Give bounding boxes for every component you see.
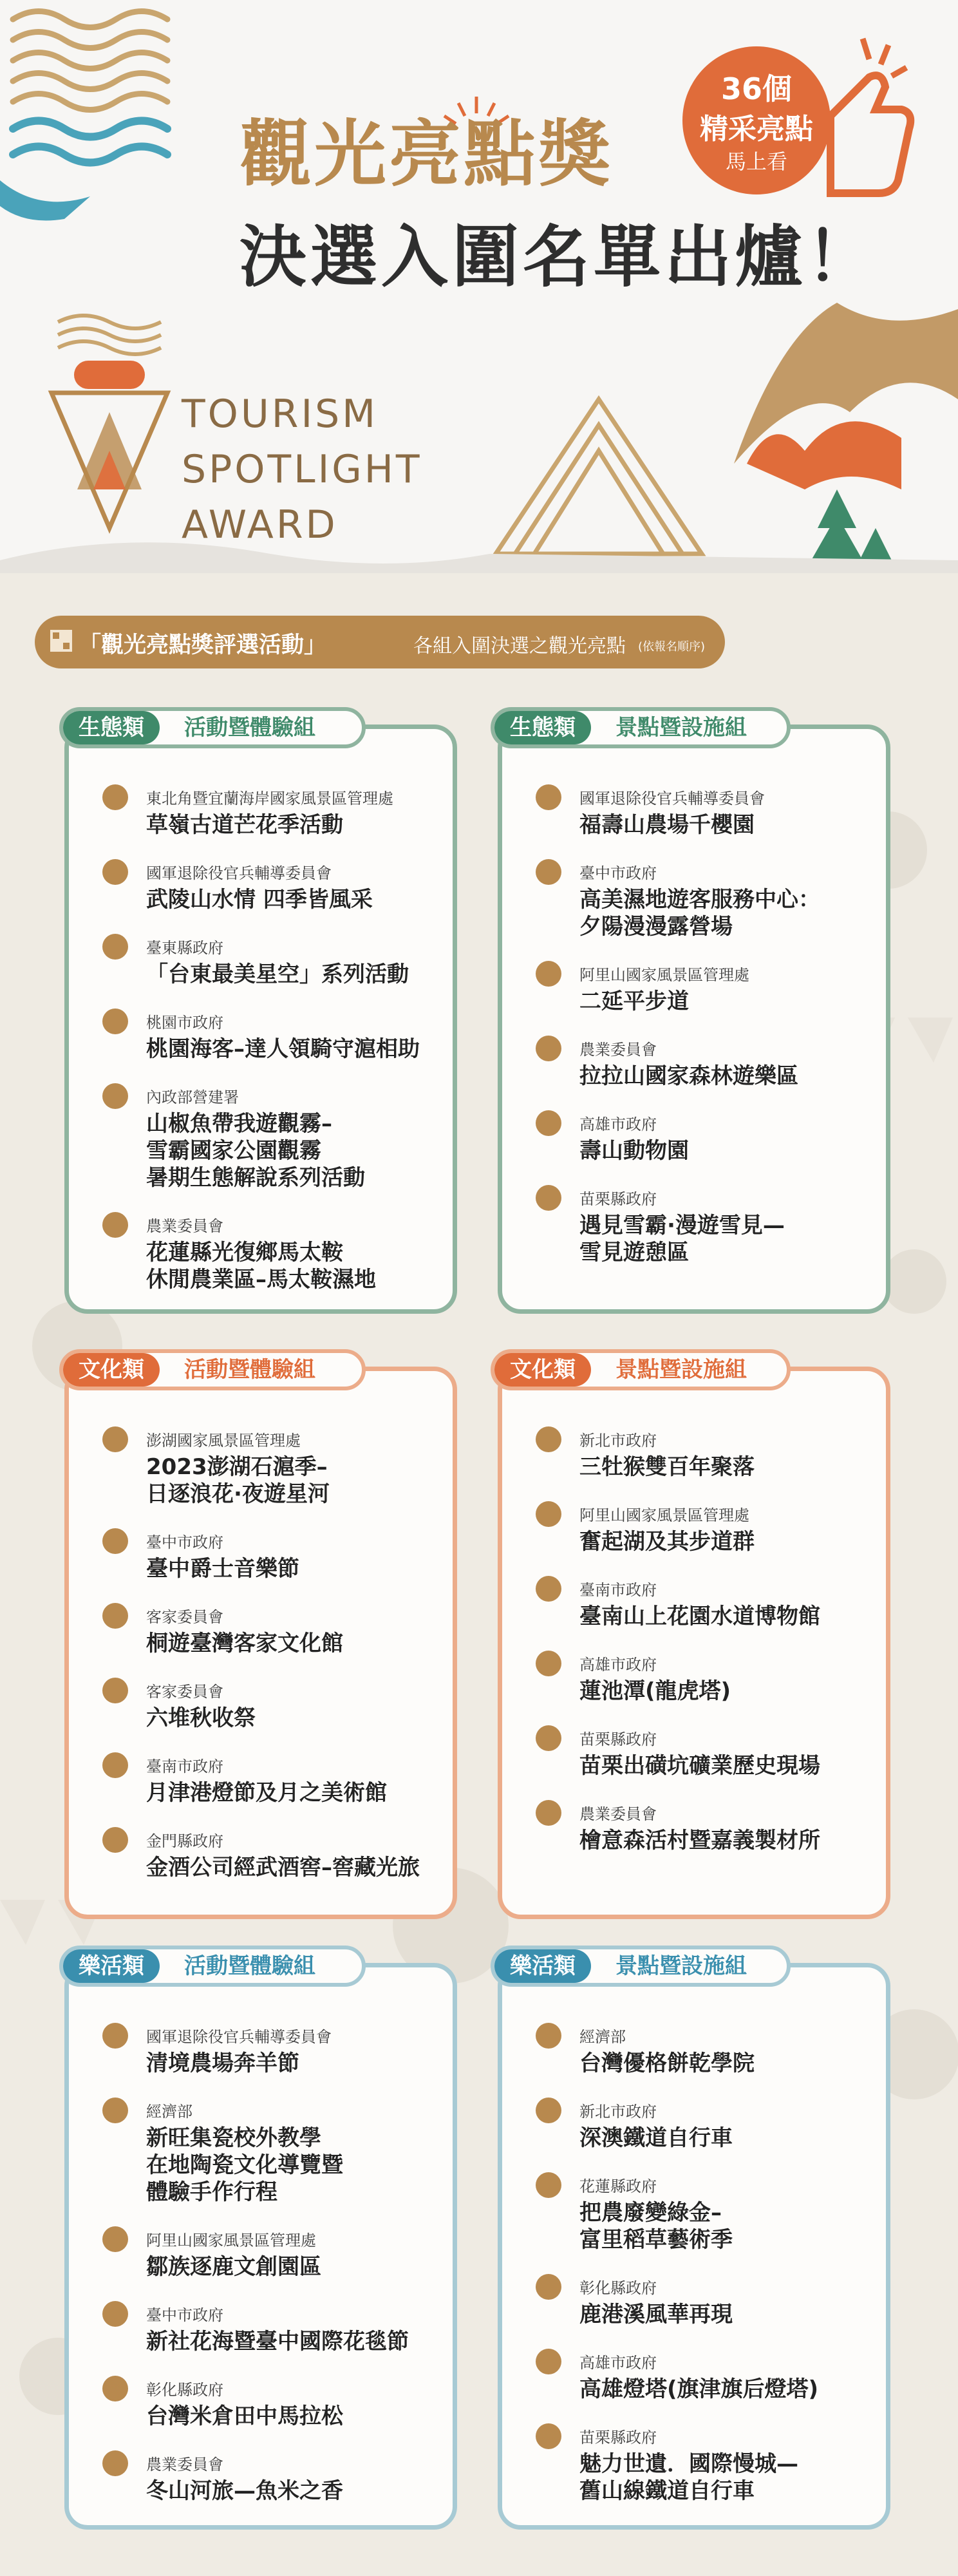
item-name: 深澳鐵道自行車 — [579, 2125, 733, 2151]
tab-type: 景點暨設施組 — [615, 715, 747, 741]
panel-leisure-activity — [64, 1963, 457, 2530]
item-name: 草嶺古道芒花季活動 — [146, 812, 343, 838]
item-name: 桃園海客–達人領騎守滬相助 — [146, 1036, 420, 1062]
badge-headline: 精采亮點 — [700, 113, 813, 146]
thumbs-up-icon — [536, 1576, 561, 1602]
thumbs-up-icon — [102, 1678, 128, 1703]
badge-subline: 馬上看 — [725, 149, 787, 174]
item-org: 金門縣政府 — [146, 1832, 223, 1850]
item-name: 二延平步道 — [579, 989, 689, 1014]
thumbs-up-icon — [102, 1603, 128, 1629]
thumbs-up-icon — [536, 1185, 561, 1211]
item-org: 農業委員會 — [579, 1041, 657, 1059]
thumbs-up-icon — [102, 2301, 128, 2327]
thumbs-up-icon — [102, 1426, 128, 1452]
item-name: 拉拉山國家森林遊樂區 — [579, 1063, 798, 1089]
tab-eco-activity — [59, 707, 366, 748]
item-org: 澎湖國家風景區管理處 — [146, 1432, 301, 1450]
item-org: 彰化縣政府 — [146, 2381, 223, 2399]
tab-type: 活動暨體驗組 — [184, 1953, 315, 1979]
award-title-line2: SPOTLIGHT — [182, 447, 422, 492]
tab-leisure-spot — [491, 1946, 791, 1987]
item-org: 客家委員會 — [146, 1683, 223, 1701]
item-org: 農業委員會 — [146, 1217, 223, 1235]
highlight-badge — [682, 46, 831, 194]
hero-section — [0, 0, 958, 573]
thumbs-up-icon — [536, 2423, 561, 2449]
item-name: 苗栗出磺坑礦業歷史現場 — [579, 1753, 820, 1779]
item-org: 東北角暨宜蘭海岸國家風景區管理處 — [146, 790, 393, 808]
checker-icon — [50, 630, 72, 652]
thumbs-up-icon — [536, 1800, 561, 1826]
item-org: 臺南市政府 — [146, 1757, 223, 1776]
item-name: 檜意森活村暨嘉義製材所 — [579, 1828, 820, 1853]
thumbs-up-icon — [831, 39, 910, 193]
thumbs-up-icon — [102, 859, 128, 885]
thumbs-up-icon — [102, 1212, 128, 1238]
tab-type: 活動暨體驗組 — [184, 1357, 315, 1383]
tree-decoration — [811, 489, 895, 567]
thumbs-up-icon — [536, 2349, 561, 2374]
item-org: 阿里山國家風景區管理處 — [579, 1506, 749, 1524]
thumbs-up-icon — [536, 961, 561, 987]
award-title-line3: AWARD — [182, 502, 338, 547]
item-name: 蓮池潭(龍虎塔) — [579, 1678, 731, 1704]
tab-type: 景點暨設施組 — [615, 1357, 747, 1383]
thumbs-up-icon — [102, 2226, 128, 2252]
tab-type: 活動暨體驗組 — [184, 715, 315, 741]
tab-leisure-activity — [59, 1946, 366, 1987]
item-org: 國軍退除役官兵輔導委員會 — [579, 790, 765, 808]
thumbs-up-icon — [536, 2172, 561, 2198]
item-org: 高雄市政府 — [579, 2354, 657, 2372]
item-name: 高美濕地遊客服務中心： 夕陽漫漫露營場 — [579, 887, 820, 940]
item-name: 鄒族逐鹿文創園區 — [146, 2254, 321, 2280]
item-name: 冬山河旅—魚米之香 — [146, 2478, 343, 2504]
item-name: 「台東最美星空」系列活動 — [146, 961, 409, 987]
item-org: 新北市政府 — [579, 2103, 657, 2121]
title-sub: 決選入圍名單出爐！ — [240, 218, 878, 296]
tab-category: 樂活類 — [63, 1949, 160, 1983]
item-org: 苗栗縣政府 — [579, 2429, 657, 2447]
panel-leisure-spot — [498, 1963, 890, 2530]
award-logo-icon — [52, 316, 167, 528]
item-org: 臺東縣政府 — [146, 939, 223, 957]
item-org: 苗栗縣政府 — [579, 1190, 657, 1208]
panel-eco-activity — [64, 724, 457, 1314]
thumbs-up-icon — [536, 2098, 561, 2123]
wave-logo-icon — [13, 12, 167, 163]
item-org: 高雄市政府 — [579, 1115, 657, 1133]
item-name: 臺中爵士音樂節 — [146, 1556, 299, 1582]
item-name: 壽山動物園 — [579, 1138, 689, 1164]
thumbs-up-icon — [102, 2376, 128, 2401]
item-name: 台灣優格餅乾學院 — [579, 2050, 755, 2076]
award-title-line1: TOURISM — [182, 392, 379, 437]
item-org: 國軍退除役官兵輔導委員會 — [146, 2028, 332, 2046]
item-name: 武陵山水情 四季皆風采 — [146, 887, 373, 913]
section-banner — [35, 616, 725, 668]
item-name: 福壽山農場千櫻園 — [579, 812, 755, 838]
item-name: 月津港燈節及月之美術館 — [146, 1780, 387, 1806]
thumbs-up-icon — [536, 1036, 561, 1061]
item-name: 清境農場奔羊節 — [146, 2050, 299, 2076]
item-org: 農業委員會 — [579, 1805, 657, 1823]
thumbs-up-icon — [536, 2274, 561, 2300]
item-org: 彰化縣政府 — [579, 2279, 657, 2297]
item-org: 農業委員會 — [146, 2456, 223, 2474]
item-name: 六堆秋收祭 — [146, 1705, 256, 1731]
item-org: 經濟部 — [579, 2028, 626, 2046]
item-name: 遇見雪霸·漫遊雪見— 雪見遊憩區 — [579, 1213, 785, 1265]
tab-category: 文化類 — [63, 1353, 160, 1387]
item-org: 花蓮縣政府 — [579, 2177, 657, 2195]
item-name: 三牡猴雙百年聚落 — [579, 1454, 755, 1480]
item-name: 高雄燈塔(旗津旗后燈塔) — [579, 2376, 819, 2402]
tab-type: 景點暨設施組 — [615, 1953, 747, 1979]
thumbs-up-icon — [536, 1501, 561, 1527]
item-name: 鹿港溪風華再現 — [579, 2302, 733, 2327]
item-name: 花蓮縣光復鄉馬太鞍 休閒農業區–馬太鞍濕地 — [146, 1240, 376, 1293]
thumbs-up-icon — [102, 1827, 128, 1853]
item-org: 阿里山國家風景區管理處 — [146, 2231, 316, 2249]
thumbs-up-icon — [102, 784, 128, 810]
thumbs-up-icon — [536, 784, 561, 810]
title-main: 觀光亮點獎 — [240, 113, 613, 196]
tab-culture-spot — [491, 1349, 791, 1390]
panel-eco-spot — [498, 724, 890, 1314]
item-name: 桐遊臺灣客家文化館 — [146, 1631, 343, 1656]
panel-culture-spot — [498, 1367, 890, 1919]
item-org: 阿里山國家風景區管理處 — [579, 966, 749, 984]
panel-culture-activity — [64, 1367, 457, 1919]
item-name: 臺南山上花園水道博物館 — [579, 1604, 820, 1629]
thumbs-up-icon — [536, 1426, 561, 1452]
item-org: 國軍退除役官兵輔導委員會 — [146, 864, 332, 882]
thumbs-up-icon — [102, 1528, 128, 1554]
thumbs-up-icon — [536, 1725, 561, 1751]
tab-eco-spot — [491, 707, 791, 748]
item-name: 山椒魚帶我遊觀霧– 雪霸國家公園觀霧 暑期生態解說系列活動 — [146, 1111, 365, 1191]
thumbs-up-icon — [102, 934, 128, 960]
item-name: 台灣米倉田中馬拉松 — [146, 2403, 343, 2429]
banner-title: 「觀光亮點獎評選活動」 — [79, 632, 327, 658]
thumbs-up-icon — [536, 2023, 561, 2049]
mountain-decoration — [496, 399, 702, 554]
item-org: 高雄市政府 — [579, 1656, 657, 1674]
item-org: 臺南市政府 — [579, 1581, 657, 1599]
thumbs-up-icon — [102, 2098, 128, 2123]
item-name: 新旺集瓷校外教學 在地陶瓷文化導覽暨 體驗手作行程 — [146, 2125, 343, 2205]
tab-category: 樂活類 — [494, 1949, 591, 1983]
item-org: 臺中市政府 — [146, 1533, 223, 1551]
item-name: 金酒公司經武酒窖–窖藏光旅 — [146, 1855, 420, 1880]
item-name: 奮起湖及其步道群 — [579, 1529, 755, 1555]
item-name: 新社花海暨臺中國際花毯節 — [146, 2329, 409, 2354]
tab-category: 文化類 — [494, 1353, 591, 1387]
thumbs-up-icon — [102, 1752, 128, 1778]
item-org: 臺中市政府 — [146, 2306, 223, 2324]
thumbs-up-icon — [102, 2023, 128, 2049]
item-org: 桃園市政府 — [146, 1014, 223, 1032]
item-name: 2023澎湖石滬季– 日逐浪花·夜遊星河 — [146, 1454, 330, 1507]
item-org: 客家委員會 — [146, 1608, 223, 1626]
banner-note: (依報名順序) — [638, 640, 706, 654]
tab-category: 生態類 — [494, 711, 591, 744]
item-org: 經濟部 — [146, 2103, 193, 2121]
thumbs-up-icon — [536, 1651, 561, 1676]
item-org: 新北市政府 — [579, 1432, 657, 1450]
item-name: 魅力世遺．國際慢城— 舊山線鐵道自行車 — [579, 2451, 798, 2504]
item-org: 內政部營建署 — [146, 1088, 239, 1106]
badge-count: 36個 — [720, 71, 792, 106]
item-org: 臺中市政府 — [579, 864, 657, 882]
tab-culture-activity — [59, 1349, 366, 1390]
thumbs-up-icon — [102, 2450, 128, 2476]
thumbs-up-icon — [102, 1083, 128, 1109]
banner-desc: 各組入圍決選之觀光亮點 — [413, 635, 626, 658]
item-org: 苗栗縣政府 — [579, 1730, 657, 1748]
tab-category: 生態類 — [63, 711, 160, 744]
thumbs-up-icon — [536, 859, 561, 885]
item-name: 把農廢變綠金– 富里稻草藝術季 — [579, 2200, 733, 2253]
thumbs-up-icon — [102, 1009, 128, 1034]
thumbs-up-icon — [536, 1110, 561, 1136]
